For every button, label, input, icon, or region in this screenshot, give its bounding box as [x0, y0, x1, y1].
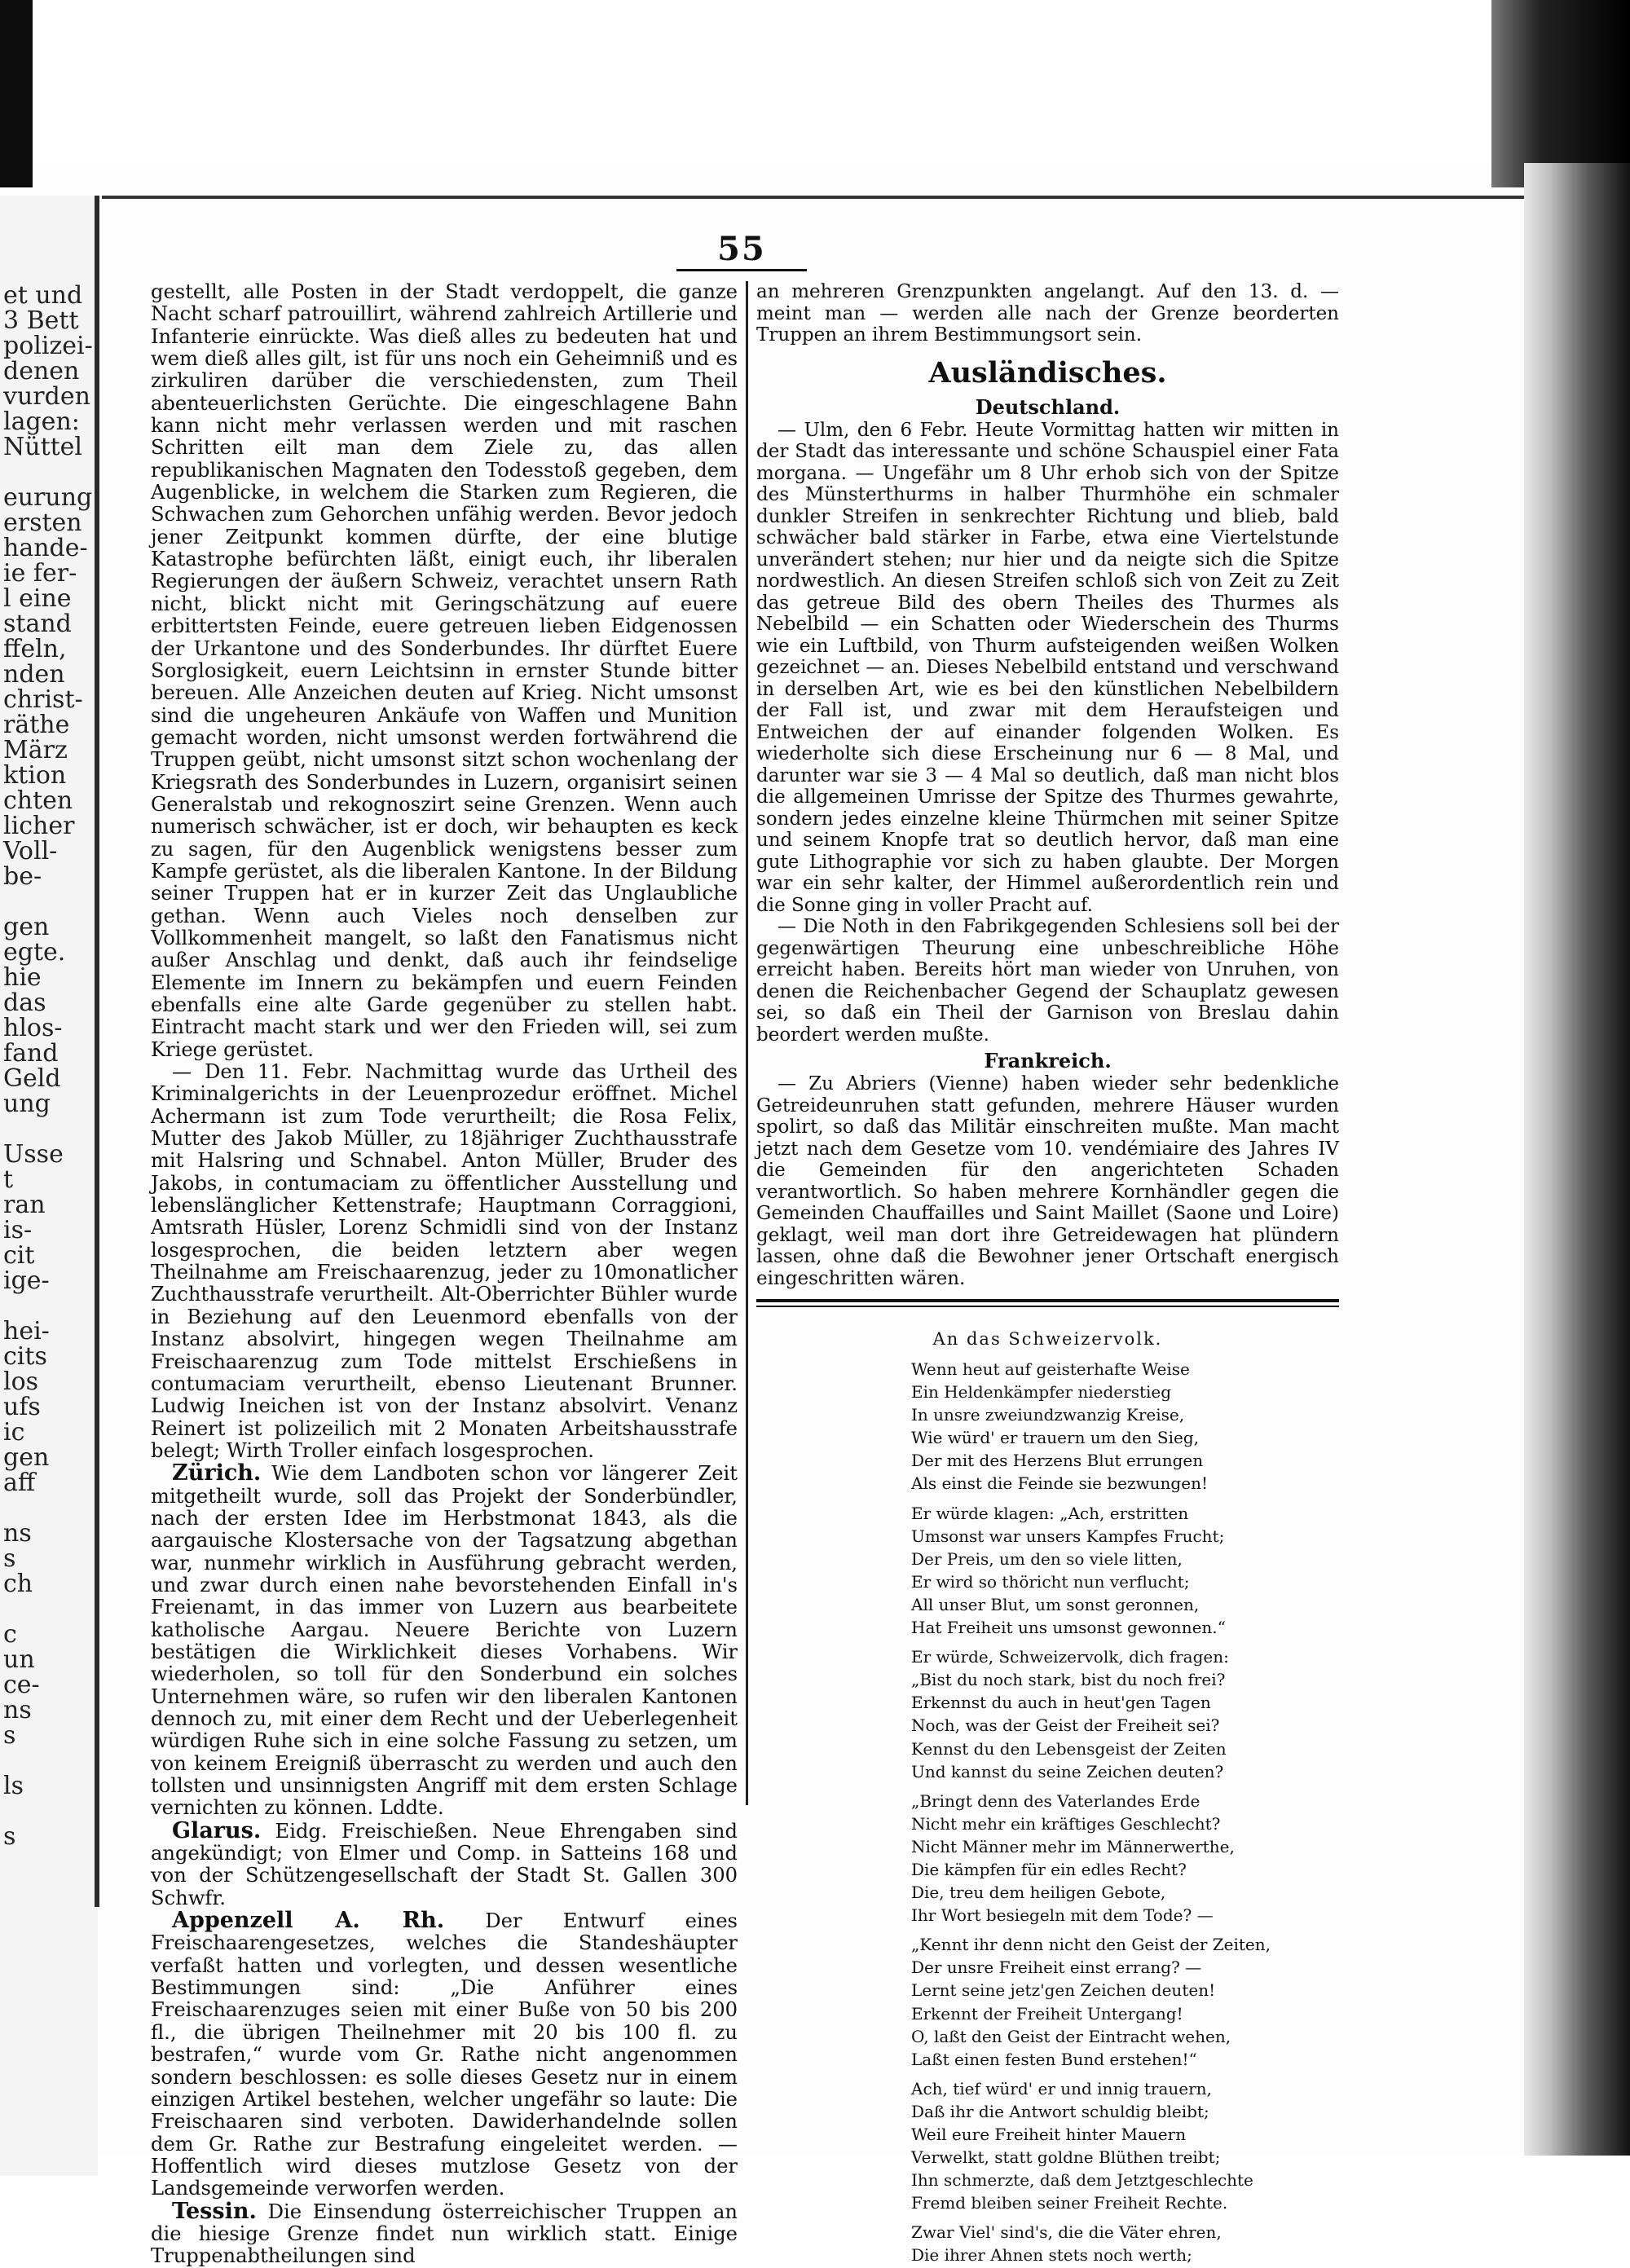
adjacent-page-fragment: ktion [3, 761, 67, 790]
adjacent-page-fragment: et und [3, 281, 83, 310]
scan-dark-corner-left [0, 0, 33, 187]
adjacent-page-fragment: s [3, 1822, 16, 1851]
poem-line: Nicht Männer mehr im Männerwerthe, [911, 1836, 1235, 1856]
poem-stanza [911, 1502, 1339, 1640]
adjacent-page-fragment: hei- [3, 1317, 50, 1345]
poem-stanza [911, 2077, 1339, 2215]
adjacent-page-fragment: 3 Bett [3, 306, 79, 335]
poem-stanza [911, 1358, 1339, 1495]
poem-line: Ein Heldenkämpfer niederstieg [911, 1382, 1172, 1403]
adjacent-page-fragment: Geld [3, 1064, 61, 1093]
news-paragraph: — Die Noth in den Fabrikgegenden Schlesiens soll bei der gegenwärtigen Theurung eine unbeschreibliche Höhe erreicht haben. Bereits hört man wieder von Unruhen, von denen die Reichenbacher Gegend der Schauplatz gewesen sei, so daß ein Theil der Garnison von Breslau dahin beordert werden mußte. [756, 916, 1339, 1046]
adjacent-page-fragment: Voll- [3, 837, 58, 865]
poem-line: „Kennt ihr denn nicht den Geist der Zeiten, [911, 1935, 1271, 1955]
adjacent-page-fragment: cit [3, 1241, 35, 1270]
poem-line: Laßt einen festen Bund erstehen!“ [911, 2049, 1197, 2069]
adjacent-page-fragment: un [3, 1645, 35, 1674]
poem-line: O, laßt den Geist der Eintracht wehen, [911, 2026, 1231, 2046]
adjacent-page-fragment: l eine [3, 584, 72, 613]
left-column [151, 281, 738, 2268]
poem-stanza [911, 2221, 1339, 2266]
poem-line: Umsonst war unsers Kampfes Frucht; [911, 1526, 1225, 1546]
adjacent-page-fragment: licher [3, 812, 75, 840]
adjacent-page-fragment: chten [3, 786, 73, 815]
adjacent-page-fragment: denen [3, 357, 80, 385]
canton-text: Wie dem Landboten schon vor längerer Zeit mitgetheilt wurde, soll das Projekt der Sonderbündler, nach der ersten Idee im Herbstmonat 1843, als die aargauische Klostersache von der Tagsatzung abgethan war, nunmehr wirklich in Ausführung gebracht werden, und zwar durch einen nahe bevorstehenden Einfall in's Freienamt, in das immer von Luzern aus bearbeitete katholische Aargau. Neuere Berichte von Luzern bestätigen die Wirklichkeit dieses Vorhabens. Wir wiederholen, so toll für den Sonderbund ein solches Unternehmen wäre, so rufen wir den liberalen Kantonen dennoch zu, mit einer dem Recht und der Ueberlegenheit würdigen Ruhe sich in eine solche Fassung zu setzen, um von keinem Ereigniß überrascht zu werden und auch den tollsten und unsinnigsten Angriff mit dem ersten Schlage vernichten zu können. Lddte. [151, 1462, 738, 1820]
adjacent-page-fragment: gen [3, 1443, 50, 1472]
adjacent-page-fragment: ce- [3, 1671, 40, 1699]
poem-line: Er würde, Schweizervolk, dich fragen: [911, 1647, 1229, 1667]
poem-title: An das Schweizervolk. [932, 1329, 1163, 1349]
adjacent-page-fragment: lagen: [3, 407, 80, 436]
canton-name: Glarus. [172, 1817, 262, 1843]
news-paragraph: — Zu Abriers (Vienne) haben wieder sehr bedenkliche Getreideunruhen statt gefunden, mehrere Häuser wurden spolirt, so daß das Militär einschreiten mußte. Man macht jetzt nach dem Gesetze vom 10. vendémiaire des Jahres IV die Gemeinden für den angerichteten Schaden verantwortlich. So haben mehrere Kornhändler gegen die Gemeinden Chauffailles und Saint Maillet (Saone und Loire) geklagt, weil man dort ihre Getreidewagen hat plündern lassen, ohne daß die Bewohner jener Ortschaft energisch eingeschritten wären. [756, 1073, 1339, 1289]
poem-line: Als einst die Feinde sie bezwungen! [911, 1473, 1208, 1494]
adjacent-page-fragment: christ- [3, 685, 83, 714]
adjacent-page-strip [0, 196, 98, 2176]
adjacent-page-fragment: ran [3, 1191, 46, 1219]
poem-stanza [911, 1790, 1339, 1927]
news-paragraph: — Ulm, den 6 Febr. Heute Vormittag hatten wir mitten in der Stadt das interessante und schöne Schauspiel einer Fata morgana. — Ungefähr um 8 Uhr erhob sich von der Spitze des Münsterthurms in halber Thurmhöhe ein schmaler dunkler Streifen in senkrechter Richtung und blieb, bald schwächer bald stärker in Farbe, etwa eine Viertelstunde unverändert stehen; nur hier und da neigte sich die Spitze nordwestlich. An diesen Streifen schloß sich von Zeit zu Zeit das getreue Bild des obern Theiles des Thurmes als Nebelbild — ein Schatten oder Wiederschein des Thurms wie ein Luftbild, von Thurm aufsteigenden weißen Wolken gezeichnet — an. Dieses Nebelbild entstand und verschwand in derselben Art, wie es bei den künstlichen Nebelbildern der Fall ist, und zwar mit dem Heraufsteigen und Entweichen der auf einander folgenden Wolken. Es wiederholte sich diese Erscheinung nur 6 — 8 Mal, und darunter war sie 3 — 4 Mal so deutlich, daß man nicht blos die allgemeinen Umrisse der Spitze des Thurmes gewahrte, sondern jedes einzelne kleine Thürmchen mit seiner Spitze und seinem Knopfe trat so deutlich hervor, daß man eine gute Lithographie vor sich zu haben glaubte. Der Morgen war ein sehr kalter, der Himmel außerordentlich rein und die Sonne ging in voller Pracht auf. [756, 419, 1339, 916]
poem [911, 1358, 1339, 2267]
scan-dark-edge-right [1524, 163, 1630, 2156]
poem-line: Wie würd' er trauern um den Sieg, [911, 1428, 1199, 1448]
country-heading-france: Frankreich. [984, 1049, 1112, 1072]
adjacent-page-fragment: polizei- [3, 332, 93, 360]
adjacent-page-fragment: ie fer- [3, 559, 77, 588]
adjacent-page-fragment: räthe [3, 711, 70, 739]
poem-line: Lernt seine jetz'gen Zeichen deuten! [911, 1980, 1216, 2001]
poem-line: Nicht mehr ein kräftiges Geschlecht? [911, 1813, 1221, 1834]
poem-line: In unsre zweiundzwanzig Kreise, [911, 1405, 1185, 1425]
poem-line: Erkennt der Freiheit Untergang! [911, 2003, 1183, 2024]
section-divider-thin [756, 1306, 1339, 1307]
adjacent-page-fragment: ufs [3, 1393, 41, 1421]
poem-line: Und kannst du seine Zeichen deuten? [911, 1761, 1224, 1781]
poem-line: Noch, was der Geist der Freiheit sei? [911, 1715, 1220, 1736]
adjacent-page-fragment: ch [3, 1570, 33, 1598]
scan-top-margin [0, 0, 1630, 163]
poem-line: Daß ihr die Antwort schuldig bleibt; [911, 2101, 1209, 2121]
adjacent-page-fragment: ls [3, 1772, 24, 1800]
canton-name: Appenzell A. Rh. [172, 1908, 445, 1934]
canton-article-tessin [151, 2200, 738, 2268]
poem-line: Der unsre Freiheit einst errang? — [911, 1958, 1202, 1978]
adjacent-page-fragment: hlos- [3, 1014, 63, 1042]
adjacent-page-fragment: ffeln, [3, 635, 67, 663]
adjacent-page-fragment: März [3, 736, 68, 764]
poem-line: Hat Freiheit uns umsonst gewonnen.“ [911, 1618, 1226, 1638]
adjacent-page-fragment: aff [3, 1469, 36, 1497]
country-heading-germany: Deutschland. [975, 394, 1121, 419]
canton-text: Die Einsendung österreichischer Truppen an die hiesige Grenze findet nun wirklich statt. Einige Truppenabtheilungen sind [151, 2200, 738, 2268]
continuation-paragraph: an mehreren Grenzpunkten angelangt. Auf den 13. d. — meint man — werden alle nach der Grenze beorderten Truppen an ihrem Bestimmungsort sein. [756, 281, 1339, 346]
section-divider-thick [756, 1299, 1339, 1302]
poem-line: Kennst du den Lebensgeist der Zeiten [911, 1738, 1227, 1759]
poem-line: Wenn heut auf geisterhafte Weise [911, 1359, 1190, 1379]
poem-line: Verwelkt, statt goldne Blüthen treibt; [911, 2147, 1221, 2168]
adjacent-page-fragment: das [3, 989, 46, 1017]
adjacent-page-fragment: be- [3, 862, 42, 891]
adjacent-page-fragment: ersten [3, 509, 82, 537]
poem-line: „Bist du noch stark, bist du noch frei? [911, 1670, 1226, 1690]
poem-stanza [911, 1933, 1339, 2071]
canton-name: Zürich. [172, 1460, 262, 1486]
adjacent-page-fragment: los [3, 1367, 39, 1396]
adjacent-page-fragment: s [3, 1544, 16, 1573]
adjacent-page-fragment: ns [3, 1519, 32, 1548]
adjacent-page-fragment: vurden [3, 382, 90, 411]
adjacent-page-fragment: fand [3, 1039, 59, 1068]
adjacent-page-fragment: hande- [3, 534, 88, 562]
canton-text: Eidg. Freischießen. Neue Ehrengaben sind angekündigt; von Elmer und Comp. in Satteins 168 und von der Schützengesellschaft der Stadt St. Gallen 300 Schwfr. [151, 1819, 738, 1909]
poem-line: All unser Blut, um sonst geronnen, [911, 1594, 1200, 1614]
section-title-foreign-news: Ausländisches. [928, 355, 1167, 390]
canton-name: Tessin. [172, 2198, 257, 2224]
poem-line: Er würde klagen: „Ach, erstritten [911, 1503, 1189, 1523]
poem-line: Die, treu dem heiligen Gebote, [911, 1883, 1166, 1903]
poem-line: Erkennst du auch in heut'gen Tagen [911, 1693, 1211, 1713]
adjacent-page-fragment: stand [3, 610, 72, 638]
page-number: 55 [717, 230, 766, 268]
page-number-underline [676, 269, 807, 271]
adjacent-page-fragment: cits [3, 1342, 47, 1371]
canton-text: Der Entwurf eines Freischaarengesetzes, welches die Standeshäupter verfaßt hatten und vorlegten, und dessen wesentliche Bestimmungen sind: „Die Anführer eines Freischaarenzuges seien mit einer Buße von 50 bis 200 fl., die übrigen Theilnehmer mit 20 bis 100 fl. zu bestrafen,“ wurde vom Gr. Rathe nicht angenommen sondern beschlossen: es solle dieses Gesetz nur in einem einzigen Artikel bestehen, welcher ungefähr so laute: Die Freischaaren sind verboten. Dawiderhandelnde sollen dem Gr. Rathe zur Bestrafung eingeleitet werden. — Hoffentlich wird dieses mutzlose Gesetz von der Landsgemeinde verworfen werden. [151, 1909, 738, 2200]
scan-dark-corner-right [1491, 0, 1630, 187]
right-column [756, 281, 1339, 2267]
poem-line: Der Preis, um den so viele litten, [911, 1548, 1183, 1569]
adjacent-page-fragment: ic [3, 1418, 25, 1447]
adjacent-page-fragment: nden [3, 660, 65, 689]
adjacent-page-fragment: hie [3, 963, 42, 992]
poem-line: Der mit des Herzens Blut errungen [911, 1451, 1204, 1471]
page-gutter-edge [95, 196, 99, 1907]
adjacent-page-fragment: t [3, 1165, 14, 1194]
page-top-edge [102, 196, 1524, 199]
article-paragraph: gestellt, alle Posten in der Stadt verdoppelt, die ganze Nacht scharf patrouillirt, während zahlreich Artillerie und Infanterie einrückte. Was dieß alles zu bedeuten hat und wem dieß alles gilt, ist für uns noch ein Geheimniß und es zirkuliren darüber die verschiedensten, zum Theil abenteuerlichsten Gerüchte. Die eingeschlagene Bahn kann nicht mehr verlassen werden und mit raschen Schritten eilt man dem Ziele zu, das allen republikanischen Magnaten den Todesstoß gegeben, dem Augenblicke, in welchem die Starken zum Regieren, die Schwachen zum Gehorchen unfähig werden. Bevor jedoch jener Zeitpunkt kommen dürfte, der eine blutige Katastrophe befürchten läßt, einigt euch, ihr liberalen Regierungen der äußern Schweiz, verachtet unsern Rath nicht, blickt nicht mit Geringschätzung auf euere erbittertsten Feinde, euere getreuen lieben Eidgenossen der Urkantone und des Sonderbundes. Ihr dürftet Euere Sorglosigkeit, euern Leichtsinn in ernster Stunde bitter bereuen. Alle Anzeichen deuten auf Krieg. Nicht umsonst sind die ungeheuren Ankäufe von Waffen und Munition gemacht worden, nicht umsonst werden fortwährend die Truppen geübt, nicht umsonst sitzt schon wochenlang der Kriegsrath des Sonderbundes in Luzern, organisirt seinen Generalstab und rekognoszirt seine Grenzen. Wenn auch numerisch schwächer, ist er doch, wir behaupten es keck zu sagen, für den Augenblick wenigstens besser zum Kampfe gerüstet, als die liberalen Kantone. In der Bildung seiner Truppen hat er in kurzer Zeit das Unglaubliche gethan. Wenn auch Vieles noch denselben zur Vollkommenheit mangelt, so laßt den Fanatismus nicht außer Anschlag und denkt, daß auch ihr feindselige Elemente im Innern zu bekämpfen und euern Feinden ebenfalls eine alte Garde gegenüber zu stellen habt. Eintracht macht stark und wer den Frieden will, sei zum Kriege gerüstet. [151, 280, 738, 1061]
adjacent-page-fragment: c [3, 1620, 17, 1649]
adjacent-page-fragment: eurung [3, 483, 93, 512]
adjacent-page-fragment: egte. [3, 938, 66, 967]
canton-article-appenzell [151, 1909, 738, 2200]
adjacent-page-fragment: Nüttel [3, 433, 83, 461]
poem-line: Ihn schmerzte, daß dem Jetztgeschlechte [911, 2170, 1253, 2191]
poem-line: Die ihrer Ahnen stets noch werth; [911, 2245, 1192, 2266]
poem-line: Zwar Viel' sind's, die die Väter ehren, [911, 2222, 1222, 2243]
adjacent-page-fragment: ige- [3, 1266, 50, 1295]
adjacent-page-fragment: s [3, 1721, 16, 1750]
adjacent-page-fragment: gen [3, 913, 50, 941]
poem-line: Fremd bleiben seiner Freiheit Rechte. [911, 2193, 1228, 2213]
poem-line: Er wird so thöricht nun verflucht; [911, 1571, 1190, 1592]
poem-line: Ach, tief würd' er und innig trauern, [911, 2078, 1212, 2098]
canton-article-glarus [151, 1817, 738, 1909]
poem-line: Weil eure Freiheit hinter Mauern [911, 2125, 1187, 2144]
canton-article-zurich [151, 1462, 738, 1820]
column-divider [746, 281, 748, 1805]
adjacent-page-fragment: is- [3, 1216, 33, 1244]
poem-line: Ihr Wort besiegeln mit dem Tode? — [911, 1905, 1214, 1926]
adjacent-page-fragment: Usse [3, 1140, 64, 1169]
article-paragraph: — Den 11. Febr. Nachmittag wurde das Urtheil des Kriminalgerichts in der Leuenprozedur eröffnet. Michel Achermann ist zum Tode verurtheilt; die Rosa Felix, Mutter des Jakob Müller, zu 18jähriger Zuchthausstrafe mit Halsring und Schnabel. Anton Müller, Bruder des Jakobs, in contumaciam zu öffentlicher Ausstellung und lebenslänglicher Kettenstrafe; Hauptmann Corraggioni, Amtsrath Hüsler, Lorenz Schmidli sind von der Instanz losgesprochen, die beiden letztern aber wegen Theilnahme am Freischaarenzug, jeder zu 10monatlicher Zuchthausstrafe verurtheilt. Alt-Oberrichter Bühler wurde in Beziehung auf den Leuenmord ebenfalls von der Instanz absolvirt, hingegen wegen Theilnahme am Freischaarenzug zum Tode mittelst Erschießens in contumaciam verurtheilt, ebenso Lieutenant Brunner. Ludwig Ineichen ist von der Instanz absolvirt. Venanz Reinert ist polizeilich mit 2 Monaten Arbeitshausstrafe belegt; Wirth Troller einfach losgesprochen. [151, 1060, 738, 1462]
adjacent-page-fragment: ung [3, 1090, 51, 1118]
adjacent-page-fragment: ns [3, 1696, 32, 1724]
poem-line: Die kämpfen für ein edles Recht? [911, 1859, 1187, 1879]
poem-line: „Bringt denn des Vaterlandes Erde [911, 1790, 1200, 1811]
poem-stanza [911, 1645, 1339, 1783]
